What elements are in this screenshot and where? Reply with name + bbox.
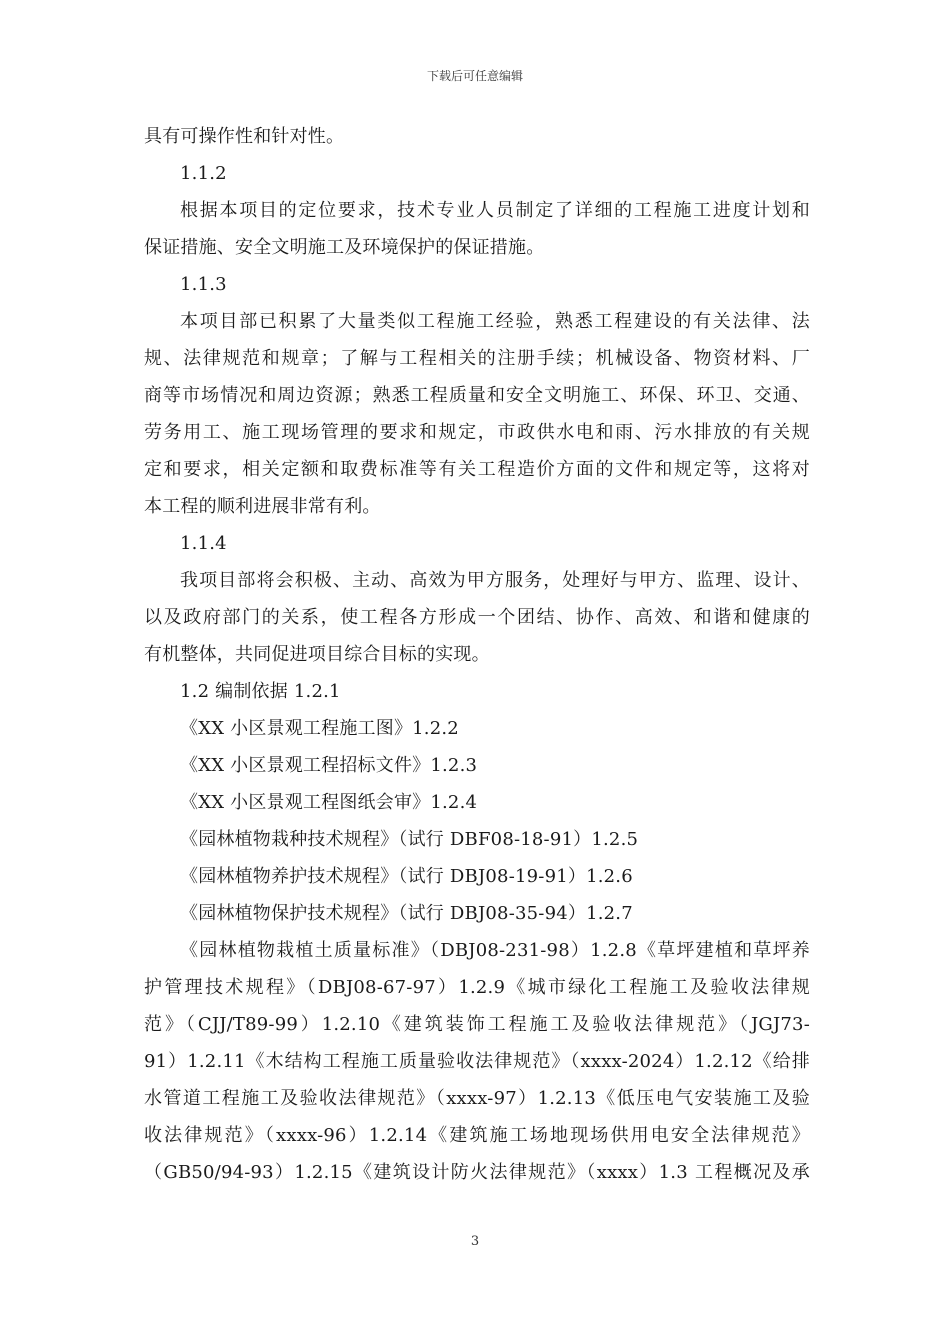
text-line: 我项目部将会积极、主动、高效为甲方服务，处理好与甲方、监理、设计、 (180, 570, 810, 591)
text-line: 以及政府部门的关系，使工程各方形成一个团结、协作、高效、和谐和健康的 (144, 607, 810, 628)
text-line: 具有可操作性和针对性。 (144, 126, 345, 147)
text-line: 《XX 小区景观工程施工图》1.2.2 (180, 718, 459, 739)
page-header: 下载后可任意编辑 (426, 69, 523, 83)
text-line: 《XX 小区景观工程招标文件》1.2.3 (180, 755, 478, 776)
text-line: 劳务用工、施工现场管理的要求和规定，市政供水电和雨、污水排放的有关规 (144, 422, 810, 443)
text-line: 《园林植物栽植土质量标准》（DBJ08-231-98）1.2.8《草坪建植和草坪养 (180, 940, 810, 961)
page-number: 3 (470, 1234, 480, 1249)
text-line: 根据本项目的定位要求，技术专业人员制定了详细的工程施工进度计划和 (180, 200, 810, 221)
text-line: 《XX 小区景观工程图纸会审》1.2.4 (180, 792, 478, 813)
text-line: 《园林植物养护技术规程》（试行 DBJ08-19-91）1.2.6 (180, 866, 633, 887)
text-line: 《园林植物保护技术规程》（试行 DBJ08-35-94）1.2.7 (180, 903, 633, 924)
text-line: 水管道工程施工及验收法律规范》（xxxx-97）1.2.13《低压电气安装施工及验 (144, 1088, 810, 1109)
text-line: （GB50/94-93）1.2.15《建筑设计防火法律规范》（xxxx）1.3 工程概况及承 (144, 1162, 810, 1183)
text-line: 《园林植物栽种技术规程》（试行 DBF08-18-91）1.2.5 (180, 829, 639, 850)
text-line: 本项目部已积累了大量类似工程施工经验，熟悉工程建设的有关法律、法 (180, 311, 810, 332)
text-line: 范》（CJJ/T89-99）1.2.10《建筑装饰工程施工及验收法律规范》（JGJ73- (144, 1014, 810, 1035)
text-line: 定和要求，相关定额和取费标准等有关工程造价方面的文件和规定等，这将对 (144, 459, 810, 480)
text-line: 1.1.2 (180, 163, 227, 184)
text-line: 1.1.3 (180, 274, 227, 295)
text-line: 护管理技术规程》（DBJ08-67-97）1.2.9《城市绿化工程施工及验收法律规 (144, 977, 810, 998)
text-line: 规、法律规范和规章；了解与工程相关的注册手续；机械设备、物资材料、厂 (144, 348, 810, 369)
text-line: 本工程的顺利进展非常有利。 (144, 496, 381, 517)
document-body (144, 118, 810, 1191)
text-line: 收法律规范》（xxxx-96）1.2.14《建筑施工场地现场供用电安全法律规范》 (144, 1125, 810, 1146)
text-line: 91）1.2.11《木结构工程施工质量验收法律规范》（xxxx-2024）1.2.12《给排 (144, 1051, 810, 1072)
text-line: 1.2 编制依据 1.2.1 (180, 681, 341, 702)
text-line: 商等市场情况和周边资源；熟悉工程质量和安全文明施工、环保、环卫、交通、 (144, 385, 810, 406)
text-line: 有机整体，共同促进项目综合目标的实现。 (144, 644, 490, 665)
text-line: 保证措施、安全文明施工及环境保护的保证措施。 (144, 237, 545, 258)
text-line: 1.1.4 (180, 533, 227, 554)
